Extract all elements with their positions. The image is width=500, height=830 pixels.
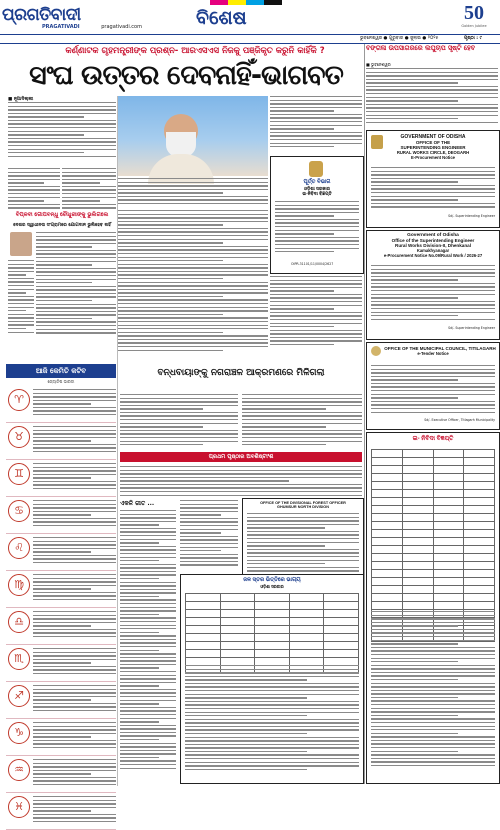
bottom-right-tender	[366, 432, 500, 784]
section-title: ବିଶେଷ	[196, 7, 247, 29]
zodiac-row	[6, 386, 116, 423]
zodiac-row	[6, 756, 116, 793]
zodiac-text	[33, 648, 116, 680]
color-bar-yellow	[228, 0, 246, 5]
zodiac-row	[6, 793, 116, 830]
site-url: pragativadi.com	[101, 24, 142, 30]
tender-center-ref: ଇ-ନିବିଦା ବିଜ୍ଞପ୍ତି	[302, 191, 332, 196]
anniversary-sub: Golden Jubilee	[461, 24, 487, 28]
portrait-photo	[10, 232, 32, 256]
lower-col-body-2	[180, 500, 238, 570]
lead-headline: ସଂଘ ଉତ୍ତର ଦେବନାହିଁ-ଭାଗବତ	[29, 60, 343, 91]
lead-body-col2	[118, 178, 268, 208]
ad1-signature: Sd/- Superintending Engineer	[448, 214, 495, 218]
left-col-body-4	[8, 260, 34, 340]
zodiac-text	[33, 463, 116, 495]
page-label: ପୃଷ୍ଠା : ୯	[464, 36, 482, 41]
zodiac-row	[6, 645, 116, 682]
lower-col-title: ଏକଳି ଗୀତ ...	[120, 500, 155, 507]
tender-center-body	[275, 201, 359, 257]
zodiac-text	[33, 722, 116, 754]
bottom-mid-body	[185, 665, 359, 775]
zodiac-row	[6, 682, 116, 719]
bottom-mid-title: ଜଳ ସ୍ତର ଭିତ୍ତିରେ ଭାଗ୍ୟ	[243, 577, 301, 583]
tender-center	[270, 156, 364, 274]
bottom-mid-ad	[180, 574, 364, 784]
column-rule	[117, 96, 118, 786]
continuation-banner-text: ପ୍ରଥମ ପୃଷ୍ଠାର ଅବଶିଷ୍ଟାଂଶ	[208, 454, 274, 460]
zodiac-text	[33, 426, 116, 458]
color-bar-magenta	[210, 0, 228, 5]
ad3-title: OFFICE OF THE MUNICIPAL COUNCIL, TITILAGARH	[384, 346, 496, 351]
forest-sub: GHUMSUR NORTH DIVISION	[277, 505, 329, 509]
zodiac-text	[33, 611, 116, 643]
anniversary-badge	[452, 2, 496, 32]
zodiac-row	[6, 460, 116, 497]
bottom-mid-sub: ଓଡ଼ିଶା ସରକାର	[260, 584, 284, 589]
color-bar-cyan	[246, 0, 264, 5]
logo-sub: PRAGATIVADI	[42, 24, 80, 30]
zodiac-row	[6, 571, 116, 608]
ad1-line2: OFFICE OF THE	[415, 140, 451, 145]
ad-rural-works-deogarh	[366, 130, 500, 228]
zodiac-row	[6, 497, 116, 534]
bottom-mid-table	[185, 593, 359, 674]
ad-rural-works-dhenkanal	[366, 230, 500, 340]
ad3-line2: e-Tender Notice	[417, 351, 449, 356]
logo-text: ପ୍ରଗତିବାଦୀ	[2, 5, 81, 25]
zodiac-row	[6, 608, 116, 645]
logo	[2, 6, 162, 32]
center-col-body-2	[270, 276, 362, 352]
gemini-icon: ♊	[8, 463, 30, 485]
side-story-byline: ■ ଭୁବନେଶ୍ୱର	[366, 62, 391, 67]
center-col-body	[118, 210, 268, 360]
lead-body-col3	[270, 96, 362, 154]
horoscope-author: ଜ୍ୟୋତିଷ ଭାରତୀ	[47, 379, 75, 384]
bottom-right-body	[371, 611, 495, 771]
ad2-line5: e-Procurement Notice No.09/Rural Work / 2026-27	[383, 253, 483, 258]
zodiac-text	[33, 389, 116, 421]
dateline-bar	[0, 34, 500, 44]
ad1-line4: RURAL WORKS CIRCLE, DEOGARH	[396, 150, 470, 155]
ad2-line3: Rural Works Division-II, Dhenkanal	[395, 243, 471, 248]
center-story-body	[120, 394, 238, 448]
aries-icon: ♈	[8, 389, 30, 411]
side-story-headline: ବଙ୍ଗଳା ଉପସାଗରରେ ଲଘୁଚାପ ସୃଷ୍ଟି ହେବ	[366, 44, 476, 52]
ad2-line2: Office of the Superintending Engineer	[391, 238, 475, 243]
ad-municipal-titilagarh	[366, 342, 500, 430]
ad1-title: GOVERNMENT OF ODISHA	[400, 134, 466, 140]
capricorn-icon: ♑	[8, 722, 30, 744]
emblem-icon	[371, 135, 383, 149]
anniversary-number: 50	[464, 2, 484, 24]
sagittarius-icon: ♐	[8, 685, 30, 707]
cancer-icon: ♋	[8, 500, 30, 522]
horoscope-header	[6, 364, 116, 378]
zodiac-text	[33, 500, 116, 532]
horoscope-list	[6, 386, 116, 813]
ad1-line3: SUPERINTENDING ENGINEER	[400, 145, 466, 150]
column-rule	[364, 44, 365, 784]
zodiac-row	[6, 423, 116, 460]
masthead	[0, 2, 500, 32]
lower-col-body	[120, 510, 176, 780]
side-story-body	[366, 68, 498, 126]
center-story-body-2	[242, 394, 362, 448]
ad3-body	[371, 365, 495, 417]
odisha-emblem-icon	[309, 161, 323, 177]
ad2-body	[371, 265, 495, 323]
color-bar-black	[264, 0, 282, 5]
municipal-emblem-icon	[371, 346, 381, 356]
ad1-line5: E-Procurement Notice	[411, 155, 455, 160]
center-story-headline: ବନ୍ଧବାୟାଙ୍କୁ ନଗରାଞ୍ଚଳ ଆକ୍ରମଣରେ ମିଳିଗଲା	[157, 368, 325, 378]
virgo-icon: ♍	[8, 574, 30, 596]
ad2-title: Government of Odisha	[407, 233, 459, 238]
taurus-icon: ♉	[8, 426, 30, 448]
tender-center-footer: OIPR-31101/11/0004/2627	[291, 262, 334, 266]
zodiac-text	[33, 759, 116, 791]
red-banner: ବିପ୍ଳବୀ ଗୋପବନ୍ଧୁ ଚୌଧୁରୀଙ୍କୁ ଭୁଲିଗଲେ	[15, 212, 109, 218]
pisces-icon: ♓	[8, 796, 30, 818]
lead-body-col1	[8, 102, 116, 162]
lead-byline: ■ ନୂଆଦିଲ୍ଲୀ	[8, 97, 34, 102]
continuation-body	[120, 466, 362, 498]
ad3-signature: Sd/- Executive Officer, Titlagarh Municipality	[424, 418, 495, 422]
ad2-line4: Kamakhyanagar	[416, 248, 450, 253]
zodiac-text	[33, 537, 116, 569]
zodiac-row	[6, 534, 116, 571]
zodiac-text	[33, 796, 116, 828]
leo-icon: ♌	[8, 537, 30, 559]
red-banner-sub: ଦେଶର ସ୍ୱାଧୀନତା ସଂଗ୍ରାମରେ ଯୋଗଦାନ ଭୁଲିହେବ ନାହିଁ	[13, 223, 111, 228]
ad1-body	[371, 167, 495, 211]
scorpio-icon: ♏	[8, 648, 30, 670]
dateline: ଭୁବନେଶ୍ୱର ● ଗୁରୁବାର ● ଜୁଲାଇ ● ୨୦୨୫	[360, 36, 439, 41]
lead-photo	[118, 96, 268, 176]
ad2-signature: Sd/- Superintending Engineer	[448, 326, 495, 330]
tender-center-sub: ଓଡ଼ିଶା ସରକାର	[303, 186, 331, 191]
zodiac-text	[33, 574, 116, 606]
libra-icon: ♎	[8, 611, 30, 633]
left-col-body	[8, 168, 60, 212]
continuation-banner	[120, 452, 362, 462]
tender-center-title: ପୂର୍ତ୍ତ ବିଭାଗ	[303, 179, 331, 185]
aquarius-icon: ♒	[8, 759, 30, 781]
zodiac-text	[33, 685, 116, 717]
left-col-body-2	[62, 168, 116, 212]
lead-kicker: କର୍ଣ୍ଣାଟକ ଗୃହମନ୍ତ୍ରୀଙ୍କ ପ୍ରଶ୍ନ- ଆରଏସଏସ ନିଜକୁ ପଞ୍ଜିକୃତ କରୁନି କାହିଁକି ?	[65, 46, 325, 56]
bottom-right-title: ଇ- ନିବିଦା ବିଜ୍ଞପ୍ତି	[412, 436, 454, 442]
left-col-body-3	[36, 232, 116, 340]
horoscope-title: ଆଜି କେମିତି କଟିବ	[35, 367, 87, 375]
zodiac-row	[6, 719, 116, 756]
forest-title: OFFICE OF THE DIVISIONAL FOREST OFFICER	[260, 501, 346, 505]
